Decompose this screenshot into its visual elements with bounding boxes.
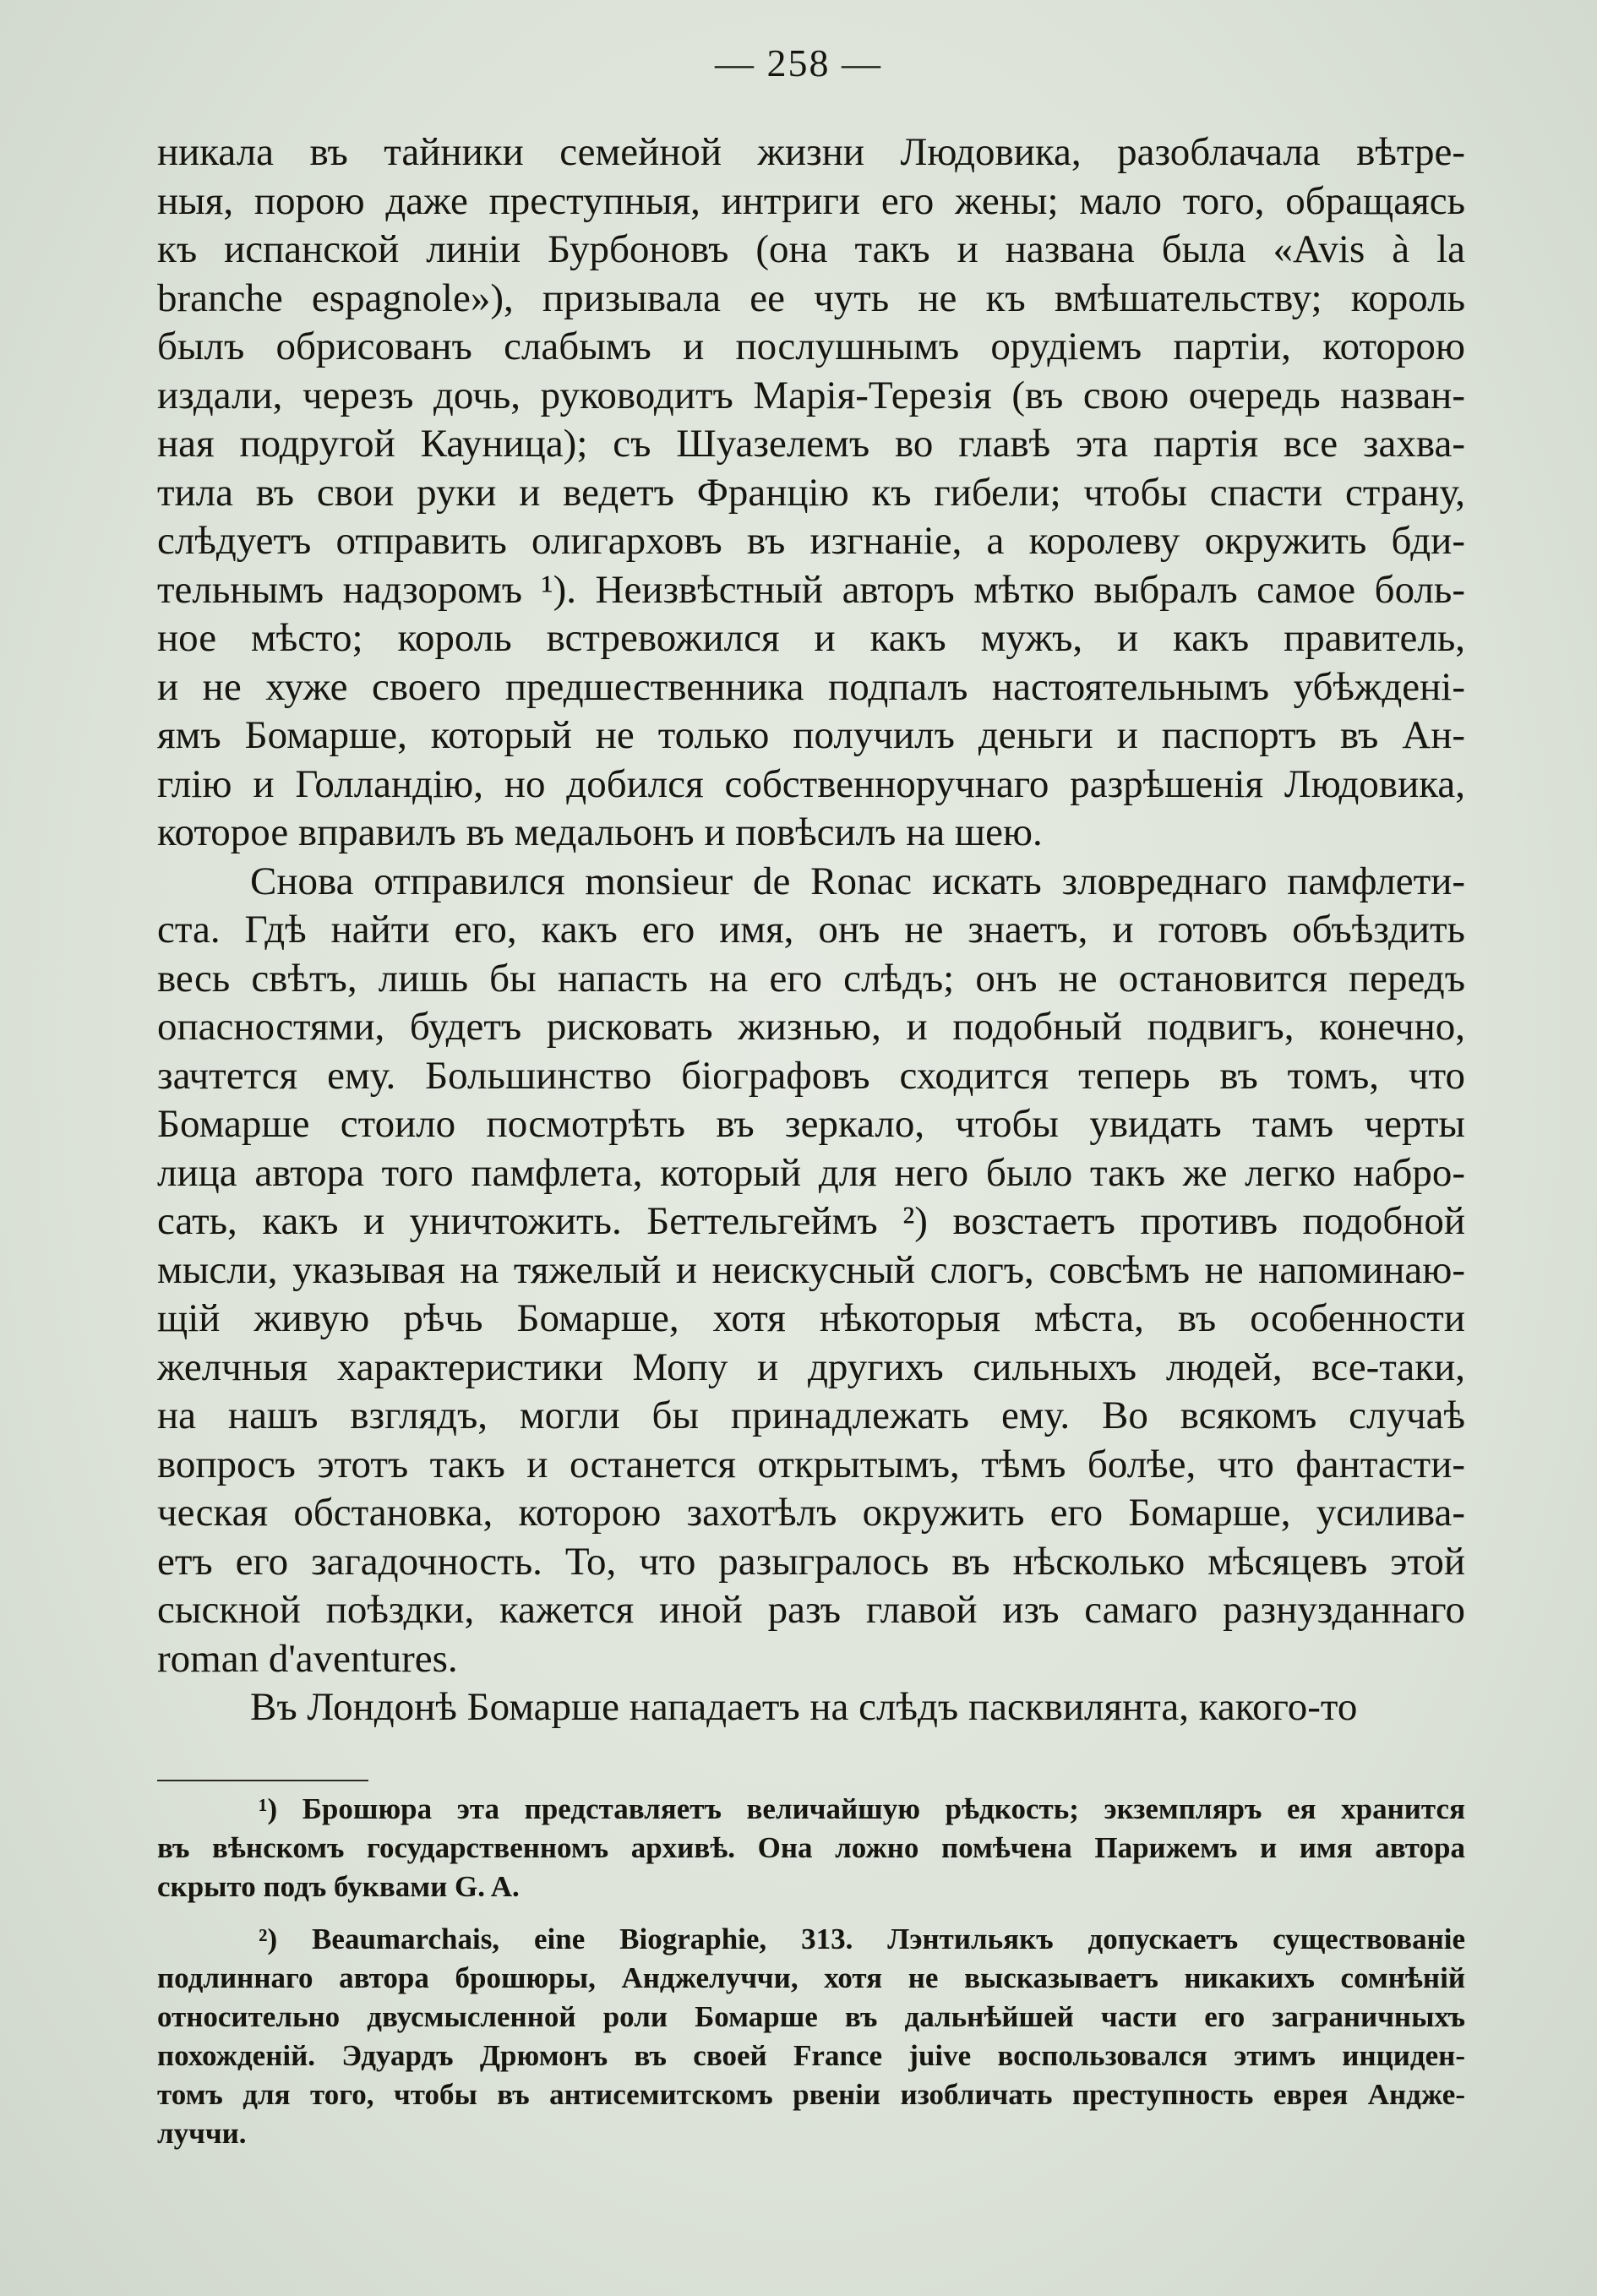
body-line: сать, какъ и уничтожить. Беттельгеймъ ²) возстаетъ противъ подобной bbox=[157, 1199, 1465, 1243]
body-line: етъ его загадочность. То, что разыгралось въ нѣсколько мѣсяцевъ этой bbox=[157, 1539, 1465, 1584]
body-line: желчныя характеристики Мопу и другихъ сильныхъ людей, все-таки, bbox=[157, 1344, 1465, 1389]
footnote-line: относительно двусмысленной роли Бомарше въ дальнѣйшей части его заграничныхъ bbox=[157, 2000, 1465, 2033]
body-line: слѣдуетъ отправить олигарховъ въ изгнаніе, а королеву окружить бди- bbox=[157, 519, 1465, 563]
footnotes bbox=[157, 1790, 1465, 2153]
footnote-line: ²) Beaumarchais, eine Biographie, 313. Лэнтильякъ допускаетъ существованіе bbox=[259, 1922, 1465, 1955]
body-line: Бомарше стоило посмотрѣть въ зеркало, чтобы увидать тамъ черты bbox=[157, 1102, 1465, 1146]
body-line: ямъ Бомарше, который не только получилъ деньги и паспортъ въ Ан- bbox=[157, 713, 1465, 757]
body-line: ныя, порою даже преступныя, интриги его жены; мало того, обращаясь bbox=[157, 178, 1465, 223]
page-number: — 258 — bbox=[715, 41, 882, 85]
footnote-line: подлиннаго автора брошюры, Анджелуччи, хотя не высказываетъ никакихъ сомнѣній bbox=[157, 1961, 1465, 1994]
body-line: глію и Голландію, но добился собственноручнаго разрѣшенія Людовика, bbox=[157, 761, 1465, 806]
body-line: мысли, указывая на тяжелый и неискусный слогъ, совсѣмъ не напоминаю- bbox=[157, 1247, 1465, 1292]
body-line: ста. Гдѣ найти его, какъ его имя, онъ не знаетъ, и готовъ объѣздить bbox=[157, 908, 1465, 952]
body-line: щій живую рѣчь Бомарше, хотя нѣкоторыя мѣста, въ особенности bbox=[157, 1296, 1465, 1340]
body-line: тила въ свои руки и ведетъ Францію къ гибели; чтобы спасти страну, bbox=[157, 470, 1465, 515]
body-line: вопросъ этотъ такъ и останется открытымъ, тѣмъ болѣе, что фантасти- bbox=[157, 1442, 1465, 1486]
body-line: къ испанской линіи Бурбоновъ (она такъ и названа была «Avis à la bbox=[157, 227, 1465, 271]
body-line: ная подругой Кауница); съ Шуазелемъ во главѣ эта партія все захва- bbox=[157, 422, 1465, 466]
body-line: на нашъ взглядъ, могли бы принадлежать ему. Во всякомъ случаѣ bbox=[157, 1393, 1465, 1437]
body-line: опасностями, будетъ рисковать жизнью, и подобный подвигъ, конечно, bbox=[157, 1005, 1465, 1049]
body-line: ное мѣсто; король встревожился и какъ мужъ, и какъ правитель, bbox=[157, 616, 1465, 660]
footnote-line: томъ для того, чтобы въ антисемитскомъ рвеніи изобличать преступность еврея Андже- bbox=[157, 2078, 1465, 2111]
footnote-line: луччи. bbox=[157, 2117, 247, 2150]
body-line: лица автора того памфлета, который для него было такъ же легко набро- bbox=[157, 1150, 1465, 1195]
body-line: сыскной поѣздки, кажется иной разъ главой изъ самаго разнузданнаго bbox=[157, 1588, 1465, 1632]
footnote-line: скрыто подъ буквами G. A. bbox=[157, 1870, 520, 1903]
body-line: branche espagnole»), призывала ее чуть не къ вмѣшательству; король bbox=[157, 275, 1465, 320]
body-line: зачтется ему. Большинство біографовъ сходится теперь въ томъ, что bbox=[157, 1053, 1465, 1098]
body-line: весь свѣтъ, лишь бы напасть на его слѣдъ; онъ не остановится передъ bbox=[157, 956, 1465, 1001]
body-line: ческая обстановка, которою захотѣлъ окружить его Бомарше, усилива- bbox=[157, 1491, 1465, 1535]
body-line: былъ обрисованъ слабымъ и послушнымъ орудіемъ партіи, которою bbox=[157, 324, 1465, 368]
footnote-line: ¹) Брошюра эта представляетъ величайшую рѣдкость; экземпляръ ея хранится bbox=[259, 1792, 1465, 1825]
body-line: тельнымъ надзоромъ ¹). Неизвѣстный авторъ мѣтко выбралъ самое боль- bbox=[157, 567, 1465, 612]
footnote-line: въ вѣнскомъ государственномъ архивѣ. Она ложно помѣчена Парижемъ и имя автора bbox=[157, 1831, 1465, 1864]
body-line: roman d'aventures. bbox=[157, 1636, 458, 1681]
body-line: и не хуже своего предшественника подпалъ настоятельнымъ убѣжденi- bbox=[157, 664, 1465, 709]
body-line: Снова отправился monsieur de Ronac искать зловреднаго памфлети- bbox=[250, 859, 1465, 903]
body-text bbox=[157, 128, 1465, 1732]
body-line: Въ Лондонѣ Бомарше нападаетъ на слѣдъ пасквилянта, какого-то bbox=[250, 1685, 1358, 1729]
footnote-divider bbox=[157, 1780, 368, 1781]
footnote-line: похожденій. Эдуардъ Дрюмонъ въ своей France juive воспользовался этимъ инциден- bbox=[157, 2039, 1465, 2072]
body-line: которое вправилъ въ медальонъ и повѣсилъ на шею. bbox=[157, 810, 1043, 854]
body-line: никала въ тайники семейной жизни Людовика, разоблачала вѣтре- bbox=[157, 130, 1465, 174]
body-line: издали, черезъ дочь, руководитъ Марія-Терезія (въ свою очередь назван- bbox=[157, 373, 1465, 417]
